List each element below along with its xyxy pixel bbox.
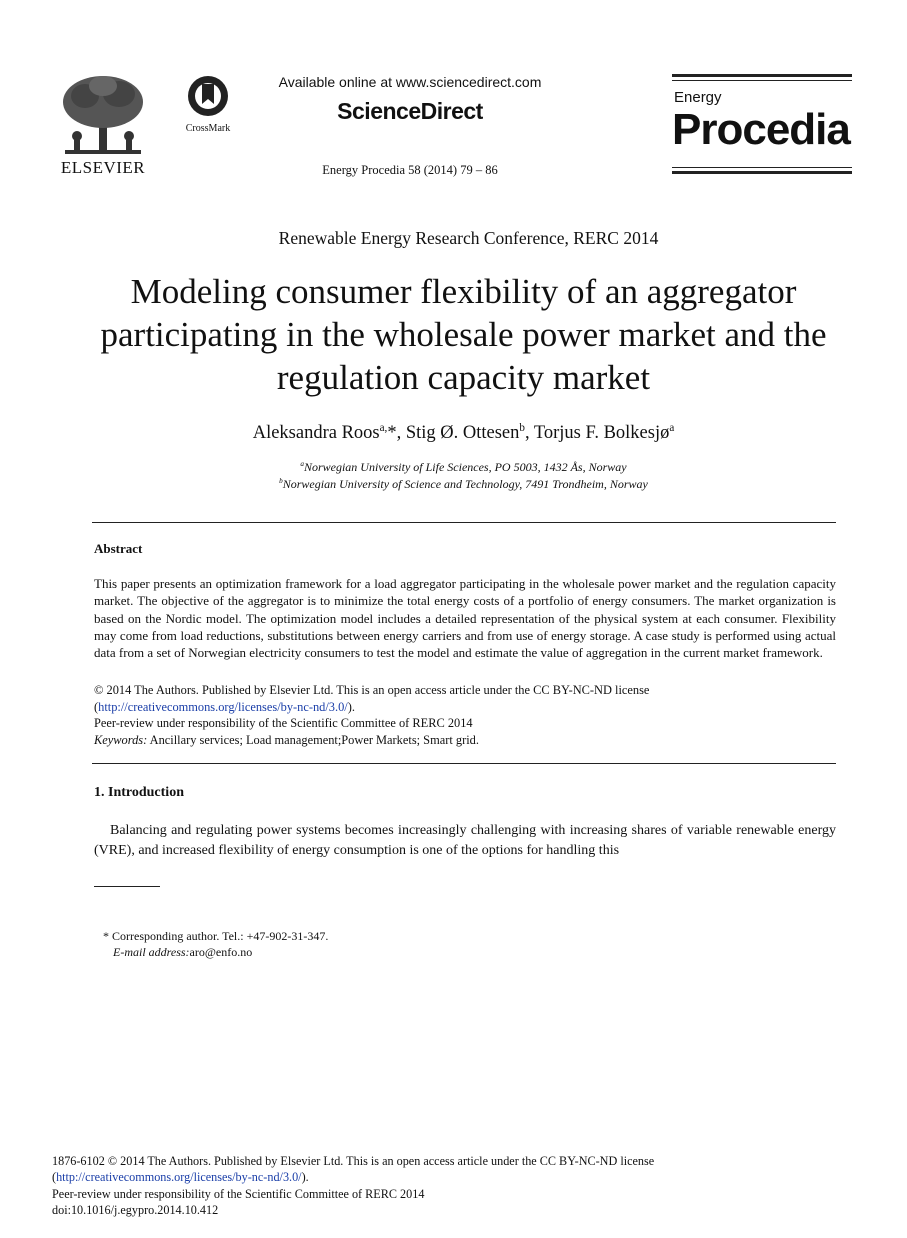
author-separator: , — [396, 423, 406, 443]
elsevier-wordmark: ELSEVIER — [60, 158, 146, 177]
intro-heading: 1. Introduction — [94, 785, 184, 800]
divider-top — [92, 522, 836, 523]
energy-procedia-logo — [672, 74, 852, 178]
footer-license-link[interactable]: http://creativecommons.org/licenses/by-nc-nd/3.0/ — [56, 1170, 302, 1184]
corresponding-author-note: * Corresponding author. Tel.: +47-902-31-347. — [103, 929, 329, 943]
affiliation-text: Norwegian University of Science and Technology, 7491 Trondheim, Norway — [282, 477, 648, 491]
affiliation-mark: b — [279, 477, 283, 485]
journal-name-energy: Energy — [674, 89, 722, 106]
logo-rule-bottom-thin — [672, 167, 852, 168]
peer-review-line: Peer-review under responsibility of the Scientific Committee of RERC 2014 — [94, 716, 473, 730]
affiliation-mark: a — [300, 460, 304, 468]
email-label: E-mail address: — [113, 945, 190, 959]
copyright-line: © 2014 The Authors. Published by Elsevier Ltd. This is an open access article under the CC BY-NC-ND license — [94, 683, 650, 697]
paren-close: ). — [347, 700, 355, 714]
keywords-text: Ancillary services; Load management;Power Markets; Smart grid. — [147, 733, 479, 747]
footer-doi[interactable]: doi:10.1016/j.egypro.2014.10.412 — [52, 1203, 219, 1217]
footer-peer-review: Peer-review under responsibility of the Scientific Committee of RERC 2014 — [52, 1187, 425, 1201]
keywords-label: Keywords: — [94, 733, 148, 747]
footer-license-line — [52, 1170, 309, 1185]
logo-rule-bottom — [672, 171, 852, 174]
author-affil-mark: a — [669, 421, 675, 434]
author-affil-mark: b — [519, 421, 525, 434]
logo-rule-top — [672, 74, 852, 77]
email-address[interactable]: aro@enfo.no — [189, 945, 253, 959]
author-name: Aleksandra Roos — [252, 423, 380, 443]
author-name: Stig Ø. Ottesen — [405, 423, 520, 443]
author-name: Torjus F. Bolkesjø — [533, 423, 670, 443]
paper-title: Modeling consumer flexibility of an aggregator participating in the wholesale power market and the regulation capacity market — [100, 272, 827, 397]
crossmark-icon — [180, 74, 236, 120]
keywords-line — [94, 733, 479, 748]
sciencedirect-logo[interactable]: ScienceDirect — [337, 98, 483, 124]
affiliation-b — [0, 477, 907, 492]
crossmark-badge[interactable] — [180, 74, 236, 134]
affiliation-a — [0, 460, 907, 475]
intro-paragraph: Balancing and regulating power systems becomes increasingly challenging with increasing shares of variable renewable energy (VRE), and increased flexibility of energy consumption is one of the options for handling this — [94, 823, 836, 858]
paren-open: ( — [94, 700, 99, 714]
license-line — [94, 700, 355, 715]
author-affil-mark: a, — [379, 421, 388, 434]
paren-close: ). — [301, 1170, 309, 1184]
footer-issn-line: 1876-6102 © 2014 The Authors. Published by Elsevier Ltd. This is an open access article under the CC BY-NC-ND license — [52, 1154, 655, 1168]
divider-mid — [92, 763, 836, 764]
abstract-body: This paper presents an optimization framework for a load aggregator participating in the wholesale power market and the regulation capacity market. The objective of the aggregator is to minimize the total energy costs of a portfolio of energy consumers. The market organization is based on the Nordic model. The optimization model includes a detailed representation of the physical system at each consumer. Flexibility may come from load reductions, substitutions between energy carriers and from use of energy storage. A case study is performed using actual data from a set of Norwegian electricity consumers to test the model and estimate the value of aggregation in the current market framework. — [94, 576, 836, 661]
affiliation-text: Norwegian University of Life Sciences, PO 5003, 1432 Ås, Norway — [303, 460, 627, 474]
logo-rule-top-thin — [672, 80, 852, 81]
author-separator: , — [524, 423, 534, 443]
crossmark-label: CrossMark — [185, 123, 231, 134]
journal-name-procedia: Procedia — [672, 105, 850, 154]
email-note — [113, 945, 252, 960]
paren-open: ( — [52, 1170, 57, 1184]
available-online-text: Available online at www.sciencedirect.com — [278, 74, 542, 90]
journal-reference: Energy Procedia 58 (2014) 79 – 86 — [322, 163, 498, 177]
license-link[interactable]: http://creativecommons.org/licenses/by-nc-nd/3.0/ — [98, 700, 348, 714]
author-list — [0, 423, 907, 444]
conference-name: Renewable Energy Research Conference, RERC 2014 — [278, 228, 659, 248]
corresponding-mark: * — [387, 423, 397, 443]
footnote-rule — [94, 886, 160, 887]
abstract-heading: Abstract — [94, 541, 143, 556]
